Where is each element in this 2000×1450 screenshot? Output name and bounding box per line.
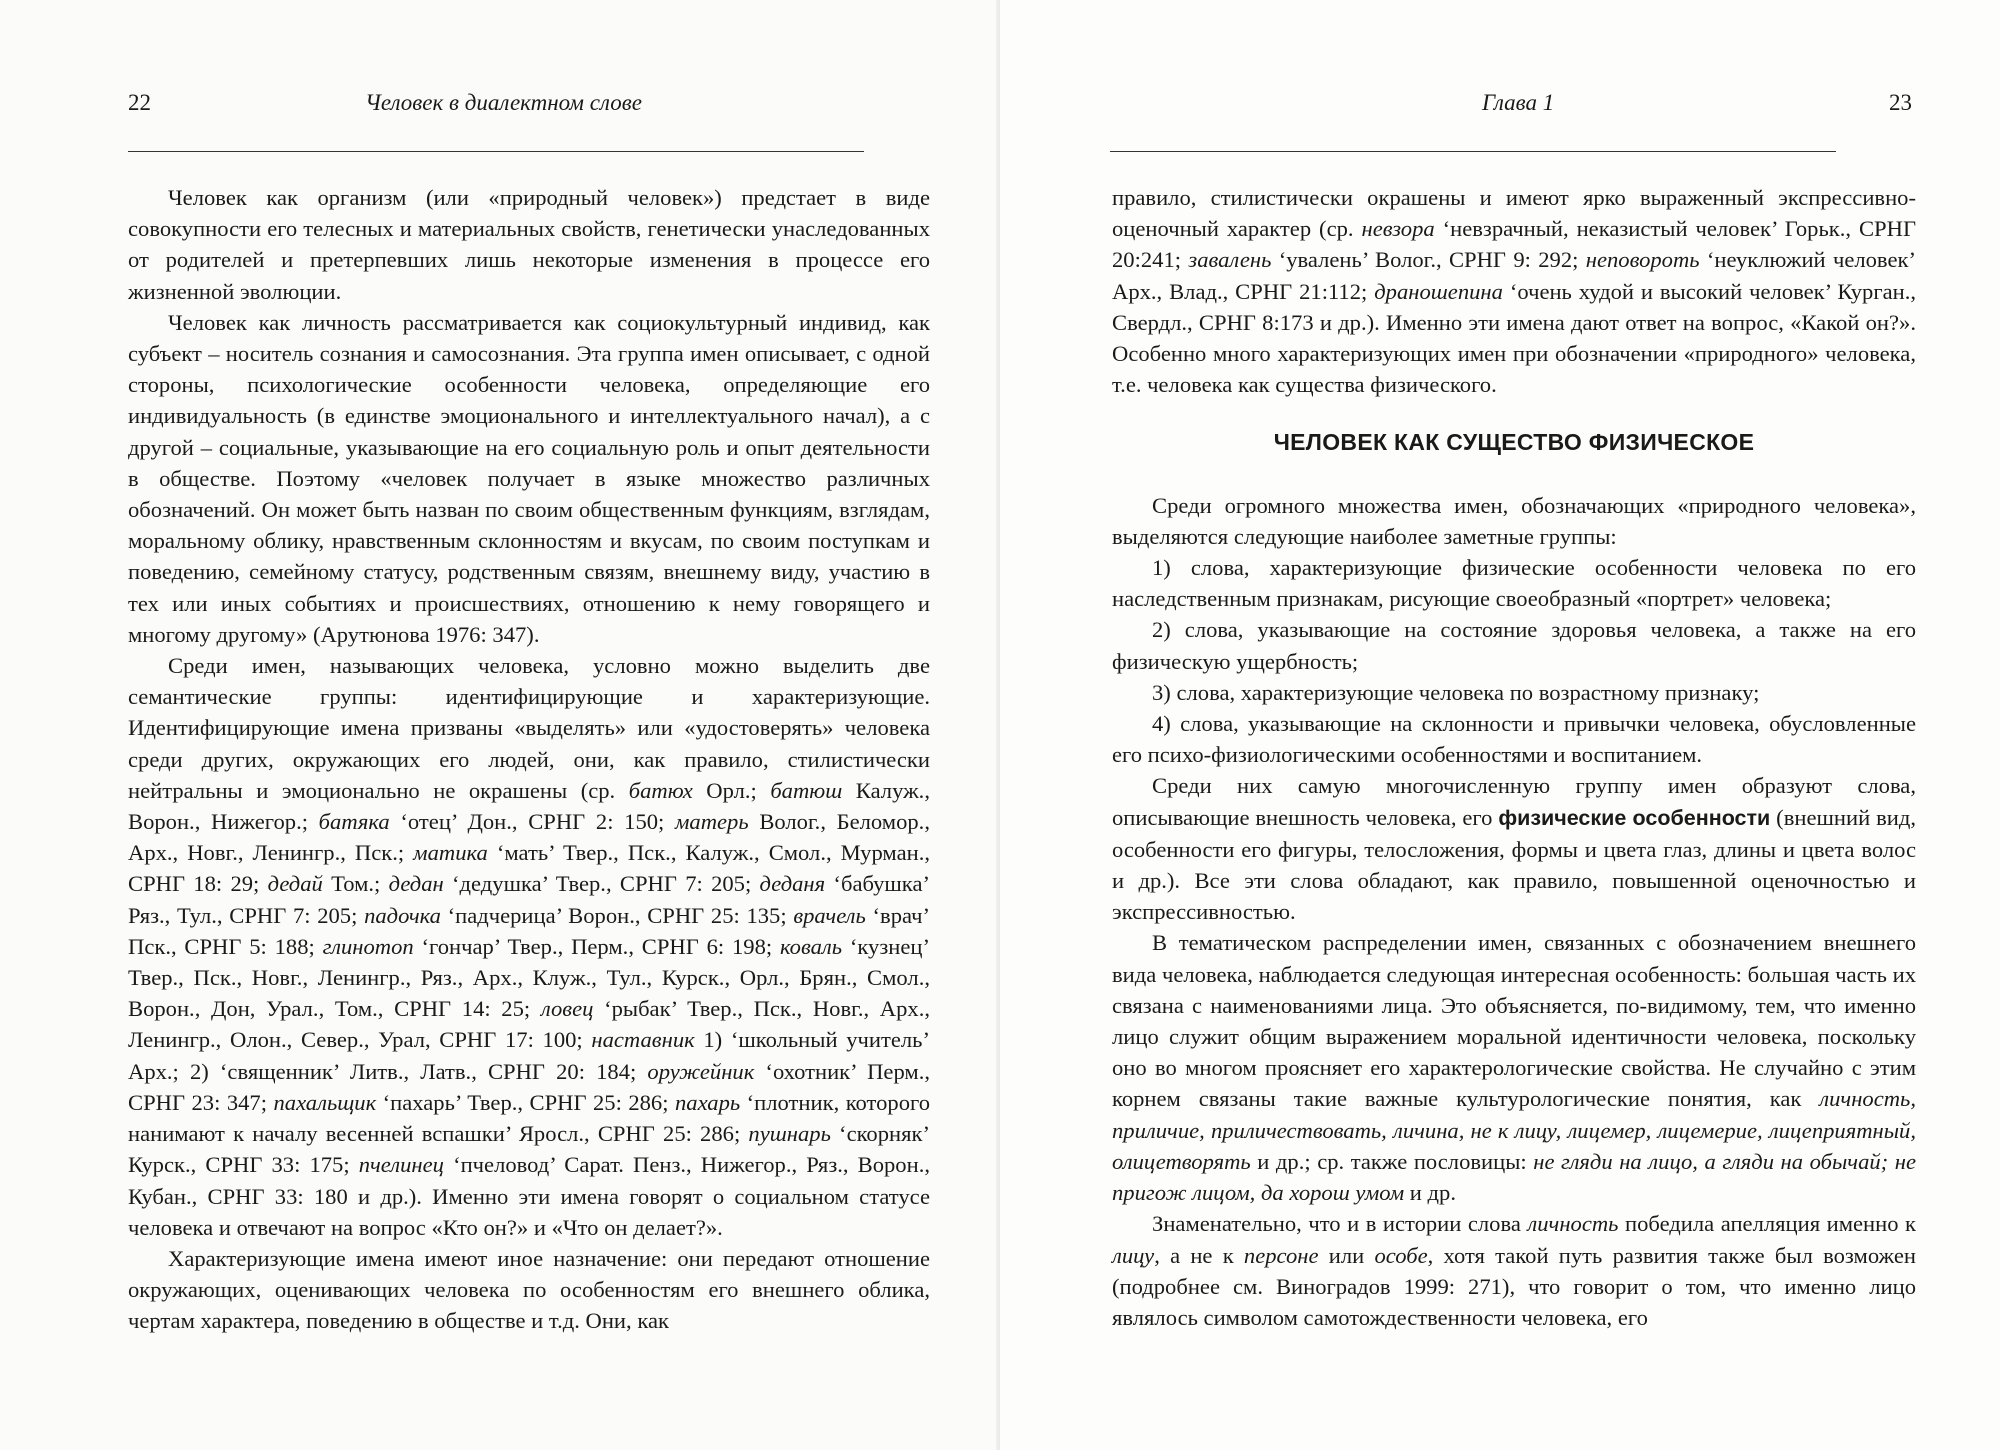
italic-term: драношепина (1374, 278, 1503, 304)
right-page (1000, 0, 2000, 1450)
italic-term: пахарь (674, 1089, 741, 1115)
text-run: ‘рыбак’ Твер., Пск., Новг., Арх., Ленингр., Олон., Север., Урал, СРНГ 17: 100; (128, 996, 931, 1053)
text-run: 1) ‘школьный учитель’ Арх.; 2) ‘священник’ Литв., Латв., СРНГ 20: 184; (128, 1027, 930, 1084)
paragraph (1112, 927, 1916, 1208)
header-rule (1110, 151, 1836, 152)
text-run: 2) слова, указывающие на состояние здоровья человека, а также на его физическую ущербность; (1112, 617, 1916, 674)
text-run: ‘плотник, которого нанимают к началу весенней вспашки’ Яросл., СРНГ 25: 286; (128, 1089, 930, 1147)
text-run: ‘очень худой и высокий человек’ Курган., Свердл., СРНГ 8:173 и др.). Именно эти имена дают ответ на вопрос, «Какой он?». Особенно много характеризующих имен при обозначении «природного» человека, т.е. человека как существа физического. (1112, 278, 1917, 398)
left-page-body (128, 182, 930, 1337)
paragraph (128, 182, 930, 307)
italic-term: личность (1527, 1211, 1619, 1237)
italic-term: деданя (759, 871, 826, 897)
text-run: ‘пчеловод’ Сарат. Пенз., Нижегор., Ряз., Ворон., Кубан., СРНГ 33: 180 и др.). Именно эти имена говорят о социальном статусе человека и отвечают на вопрос «Кто он?» и «Что он делает?». (128, 1152, 930, 1240)
italic-term: падочка (364, 902, 441, 928)
text-run: ‘скорняк’ Курск., СРНГ 33: 175; (128, 1121, 930, 1178)
text-run: правило, стилистически окрашены и имеют ярко выраженный экспрессивно-оценочный характер (ср. (1112, 185, 1916, 242)
text-run: ‘гончар’ Твер., Перм., СРНГ 6: 198; (413, 933, 780, 959)
italic-term: не гляди на лицо, а гляди на обычай; не пригож лицом, да хорош умом (1112, 1148, 1916, 1206)
text-run: ‘отец’ Дон., СРНГ 2: 150; (389, 809, 675, 835)
text-run: В тематическом распределении имен, связанных с обозначением внешнего вида человека, наблюдается следующая интересная особенность: большая часть их связана с наименованиями лица. Это объясняется, по-видимому, тем, что именно лицо служит общим выражением моральной идентичности человека, поскольку оно во многом проясняет его характерологические свойства. Не случайно с этим корнем связаны такие важные культурологические понятия, как (1112, 930, 1916, 1112)
italic-term: пахальщик (273, 1089, 377, 1115)
italic-term: батюх (628, 777, 693, 803)
text-run: , а не к (1154, 1242, 1244, 1268)
running-title: Человек в диалектном слове (365, 90, 642, 115)
text-run: и др. (1404, 1180, 1456, 1206)
right-page-body (1112, 182, 1916, 1333)
paragraph (1112, 614, 1916, 676)
text-run: ‘врач’ Пск., СРНГ 5: 188; (128, 902, 930, 959)
text-run: 4) слова, указывающие на склонности и привычки человека, обусловленные его психо-физиологическими особенностями и воспитанием. (1112, 711, 1916, 768)
text-run: ‘неуклюжий человек’ Арх., Влад., СРНГ 21:112; (1112, 247, 1917, 304)
text-run: Том.; (322, 871, 389, 897)
paragraph (128, 650, 930, 1243)
header-rule (128, 151, 864, 152)
text-run: Калуж., Ворон., Нижегор.; (128, 777, 930, 835)
text-run: , хотя такой путь развития также был возможен (подробнее см. Виноградов 1999: 271), что говорит о том, что именно лицо являлось символом самотождественности человека, его (1112, 1242, 1916, 1330)
text-run: или (1318, 1242, 1375, 1268)
italic-term: матика (413, 840, 488, 866)
text-run: 3) слова, характеризующие человека по возрастному признаку; (1152, 679, 1760, 705)
text-run: победила апелляция именно к (1618, 1211, 1916, 1237)
italic-term: личность, приличие, приличествовать, личина, не к лицу, лицемер, лицемерие, лицеприятный, олицетворять (1112, 1086, 1916, 1174)
paragraph (1112, 552, 1916, 614)
italic-term: дедан (388, 871, 444, 897)
text-run: ‘увалень’ Волог., СРНГ 9: 292; (1271, 247, 1586, 273)
paragraph (1112, 708, 1916, 770)
italic-term: неповороть (1585, 247, 1700, 273)
text-run: ‘пахарь’ Твер., СРНГ 25: 286; (376, 1089, 675, 1115)
text-run: 1) слова, характеризующие физические особенности человека по его наследственным признакам, рисующие своеобразный «портрет» человека; (1112, 555, 1916, 612)
italic-term: матерь (675, 809, 749, 835)
section-heading: ЧЕЛОВЕК КАК СУЩЕСТВО ФИЗИЧЕСКОЕ (1273, 429, 1755, 456)
text-run: ‘мать’ Твер., Пск., Калуж., Смол., Мурман., СРНГ 18: 29; (128, 840, 930, 897)
running-title: Глава 1 (1482, 90, 1555, 115)
paragraph (128, 307, 930, 650)
text-run: Человек как личность рассматривается как социокультурный индивид, как субъект – носитель сознания и самосознания. Эта группа имен описывает, с одной стороны, психологические особенности человека, определяющие его индивидуальность (в единстве эмоционального и интеллектуального начал), а с другой – социальные, указывающие на его социальную роль и опыт деятельности в обществе. Поэтому «человек получает в языке множество различных обозначений. Он может быть назван по своим общественным функциям, взглядам, моральному облику, нравственным склонностям и вкусам, по своим поступкам и поведению, семейному статусу, родственным связям, внешнему виду, участию в тех или иных событиях и происшествиях, отношению к нему говорящего и многому другому» (Арутюнова 1976: 347). (128, 309, 930, 647)
text-run: Знаменательно, что и в истории слова (1152, 1211, 1528, 1237)
italic-term: пчелинец (358, 1152, 444, 1178)
text-run: и др.; ср. также пословицы: (1250, 1148, 1534, 1174)
text-run: (внешний вид, особенности его фигуры, телосложения, формы и цвета глаз, длины и цвета волос и др.). Все эти слова обладают, как правило, повышенной оценочностью и экспрессивностью. (1112, 804, 1916, 925)
text-run: Среди имен, называющих человека, условно можно выделить две семантические группы: идентифицирующие и характеризующие. Идентифицирующие имена призваны «выделять» или «удостоверять» человека среди других, окружающих его людей, они, как правило, стилистически нейтральны и эмоционально не окрашены (ср. (128, 653, 930, 803)
paragraph (1112, 770, 1916, 927)
paragraph (1112, 182, 1916, 400)
text-run: ‘падчерица’ Ворон., СРНГ 25: 135; (440, 902, 794, 928)
italic-term: оружейник (647, 1058, 755, 1084)
italic-term: врачель (793, 902, 866, 928)
italic-term: персоне (1243, 1242, 1319, 1268)
italic-term: завалень (1188, 247, 1272, 273)
italic-term: дедай (267, 871, 323, 897)
paragraph (1112, 1208, 1916, 1333)
italic-term: батяка (318, 809, 390, 835)
text-run: ‘охотник’ Перм., СРНГ 23: 347; (128, 1058, 931, 1115)
paragraph (128, 1243, 930, 1337)
italic-term: наставник (591, 1027, 695, 1053)
italic-term: глинотоп (322, 933, 414, 959)
italic-term: невзора (1361, 216, 1435, 242)
italic-term: ловец (540, 996, 594, 1022)
italic-term: особе (1374, 1242, 1428, 1268)
text-run: ‘невзрачный, неказистый человек’ Горьк., СРНГ 20:241; (1112, 216, 1917, 273)
bold-term: физические особенности (1498, 805, 1771, 830)
paragraph (1112, 677, 1916, 708)
italic-term: пушнарь (748, 1121, 831, 1147)
italic-term: коваль (779, 933, 843, 959)
text-run: Среди них самую многочисленную группу имен образуют слова, описывающие внешность человека, его (1112, 773, 1916, 830)
paragraph (1112, 490, 1916, 552)
text-run: Человек как организм (или «природный человек») предстает в виде совокупности его телесных и материальных свойств, генетически унаследованных от родителей и претерпевших лишь некоторые изменения в процессе его жизненной эволюции. (128, 185, 930, 304)
text-run: ‘кузнец’ Твер., Пск., Новг., Ленингр., Ряз., Арх., Клуж., Тул., Курск., Орл., Брян., Смол., Ворон., Дон, Урал., Том., СРНГ 14: 25; (128, 933, 930, 1022)
text-run: Волог., Беломор., Арх., Новг., Ленингр., Пск.; (128, 809, 930, 866)
page-number: 22 (128, 90, 151, 115)
text-run: Орл.; (692, 777, 771, 803)
text-run: Характеризующие имена имеют иное назначение: они передают отношение окружающих, оценивающих человека по особенностям его внешнего облика, чертам характера, поведению в обществе и т.д. Они, как (128, 1245, 930, 1334)
page-number: 23 (1889, 90, 1912, 115)
italic-term: лицу (1112, 1242, 1155, 1268)
text-run: ‘дедушка’ Твер., СРНГ 7: 205; (443, 871, 760, 897)
italic-term: батюш (770, 777, 843, 803)
text-run: ‘бабушка’ Ряз., Тул., СРНГ 7: 205; (128, 871, 930, 928)
text-run: Среди огромного множества имен, обозначающих «природного человека», выделяются следующие наиболее заметные группы: (1112, 492, 1916, 549)
